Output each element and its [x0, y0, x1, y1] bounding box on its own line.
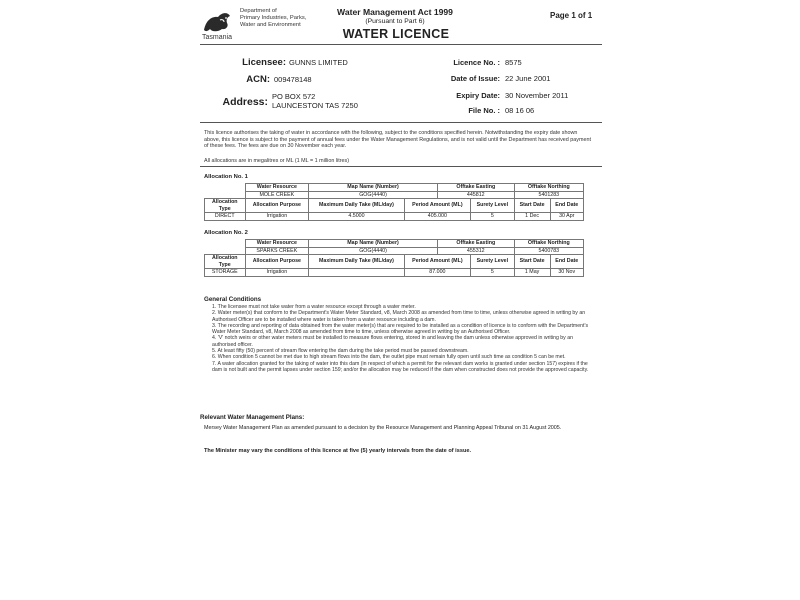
blank-cell — [205, 247, 246, 255]
condition-item: 6. When condition 5 cannot be met due to high stream flows into the dam, the outlet pipe must remain fully open until such time as condition 5 can be met. — [212, 354, 566, 361]
minister-note: The Minister may vary the conditions of this licence at five (5) yearly intervals from the date of issue. — [204, 448, 472, 454]
address-label: Address: — [222, 96, 268, 108]
condition-item: 5. At least fifty (50) percent of stream flow entering the dam during the take period must be passed downstream. — [212, 348, 469, 355]
header-cell: Start Date — [514, 199, 550, 213]
licensee-value: GUNNS LIMITED — [289, 58, 348, 67]
department-line-3: Water and Environment — [240, 22, 301, 28]
value-cell: GOG(4440) — [309, 247, 438, 255]
licence-no-value: 8575 — [505, 58, 522, 67]
allocation-1-heading: Allocation No. 1 — [204, 174, 248, 180]
header-cell: End Date — [550, 255, 583, 269]
expiry-date-value: 30 November 2011 — [505, 91, 569, 100]
management-plans-text: Mersey Water Management Plan as amended pursuant to a decision by the Resource Management and Planning Appeal Tribunal on 31 August 2005. — [204, 425, 562, 431]
header-cell: Maximum Daily Take (ML/day) — [309, 199, 405, 213]
value-cell: 30 Nov — [550, 269, 583, 277]
header-cell: Allocation Type — [205, 199, 246, 213]
value-cell: 5 — [471, 269, 515, 277]
header-cell: Allocation Purpose — [245, 255, 309, 269]
value-cell: 1 May — [514, 269, 550, 277]
allocation-1-resource-header-row — [205, 184, 584, 192]
header-cell: Offtake Northing — [514, 184, 583, 192]
address-line-2: LAUNCESTON TAS 7250 — [272, 101, 358, 110]
file-no-value: 08 16 06 — [505, 106, 535, 115]
value-cell: STORAGE — [205, 269, 246, 277]
value-cell — [309, 269, 405, 277]
management-plans-title: Relevant Water Management Plans: — [200, 414, 305, 421]
condition-item: 4. 'V' notch weirs or other water meters must be installed to measure flows entering, stored in and leaving the dam unless otherwise approved in writing by an authorised officer. — [212, 335, 573, 348]
header-cell: End Date — [550, 199, 583, 213]
issue-date-value: 22 June 2001 — [505, 74, 551, 83]
header-cell: Allocation Purpose — [245, 199, 309, 213]
value-cell: 445812 — [437, 191, 514, 199]
value-cell: SPARKS CREEK — [245, 247, 309, 255]
header-cell: Map Name (Number) — [309, 184, 438, 192]
licensee-divider — [200, 122, 602, 123]
issue-date-label: Date of Issue: — [450, 74, 500, 83]
blank-cell — [205, 240, 246, 248]
allocation-2-resource-header-row — [205, 240, 584, 248]
file-no-label: File No. : — [468, 106, 500, 115]
header-cell: Start Date — [514, 255, 550, 269]
expiry-date-label: Expiry Date: — [456, 91, 500, 100]
header-cell: Period Amount (ML) — [404, 255, 470, 269]
value-cell: 87.000 — [404, 269, 470, 277]
value-cell: 455312 — [437, 247, 514, 255]
header-cell: Period Amount (ML) — [404, 199, 470, 213]
act-subtitle: (Pursuant to Part 6) — [365, 18, 425, 25]
units-note: All allocations are in megalitres or ML (1 ML = 1 million litres) — [204, 158, 350, 164]
value-cell: DIRECT — [205, 213, 246, 221]
value-cell: 5400783 — [514, 247, 583, 255]
value-cell: 5401283 — [514, 191, 583, 199]
department-line-1: Department of — [240, 8, 277, 14]
page-number: Page 1 of 1 — [550, 11, 593, 20]
acn-label: ACN: — [246, 74, 270, 85]
general-conditions-title: General Conditions — [204, 296, 262, 303]
header-cell: Offtake Easting — [437, 184, 514, 192]
blank-cell — [205, 184, 246, 192]
department-line-2: Primary Industries, Parks, — [240, 15, 307, 21]
department-name — [240, 8, 306, 29]
condition-item: 2. Water meter(s) that conform to the Department's Water Meter Standard, v8, March 2008 as amended from time to time, unless otherwise agreed in writing by an Authorised Officer are to be installed where water is taken from a water resource including a dam. — [212, 310, 586, 323]
value-cell: 405.000 — [404, 213, 470, 221]
allocation-1-detail-header-row — [205, 199, 584, 213]
general-conditions-list — [204, 304, 597, 373]
condition-item: 7. A water allocation granted for the taking of water into this dam (in respect of which a permit for the relevant dam works is granted under section 157) expires if the dam is not built and the permit lapses under section 159; and/or the allocation may be reduced if the dam when constructed does not provide the approved capacity. — [212, 360, 589, 373]
value-cell: GOG(4440) — [309, 191, 438, 199]
header-cell: Allocation Type — [205, 255, 246, 269]
header-cell: Offtake Easting — [437, 240, 514, 248]
header-divider — [200, 44, 602, 45]
header-cell: Map Name (Number) — [309, 240, 438, 248]
header-cell: Surety Level — [471, 255, 515, 269]
allocation-1-table — [204, 183, 584, 221]
allocation-1-resource-value-row — [205, 191, 584, 199]
intro-divider — [200, 166, 602, 167]
value-cell: Irrigation — [245, 269, 309, 277]
condition-item: 1. The licensee must not take water from a water resource except through a water meter. — [212, 304, 416, 310]
header-cell: Surety Level — [471, 199, 515, 213]
value-cell: Irrigation — [245, 213, 309, 221]
value-cell: 5 — [471, 213, 515, 221]
state-name: Tasmania — [202, 34, 232, 41]
value-cell: 30 Apr — [550, 213, 583, 221]
licence-title: WATER LICENCE — [342, 27, 450, 41]
licence-no-label: Licence No. : — [453, 58, 500, 67]
value-cell: 1 Dec — [514, 213, 550, 221]
allocation-1-detail-value-row — [205, 213, 584, 221]
header-cell: Offtake Northing — [514, 240, 583, 248]
intro-paragraph: This licence authorises the taking of water in accordance with the following, subject to the conditions specified herein. Notwithstanding the expiry date shown above, this licence is subject to the payment of annual fees under the Water Management Regulations, and is not valid until the Department has received payment of these fees. The fees are due on 30 November each year. — [204, 130, 591, 150]
allocation-2-detail-header-row — [205, 255, 584, 269]
act-title: Water Management Act 1999 — [337, 7, 453, 17]
value-cell: MOLE CREEK — [245, 191, 309, 199]
address-line-1: PO BOX 572 — [272, 92, 316, 101]
allocation-2-resource-value-row — [205, 247, 584, 255]
header-cell: Water Resource — [245, 240, 309, 248]
header-cell: Maximum Daily Take (ML/day) — [309, 255, 405, 269]
allocation-2-detail-value-row — [205, 269, 584, 277]
allocation-2-heading: Allocation No. 2 — [204, 230, 248, 236]
licensee-label: Licensee: — [242, 57, 286, 68]
condition-item: 3. The recording and reporting of data obtained from the water meter(s) that are required to be installed as a condition of licence is to conform with the Department's Water Meter Standard, v8, March 2008 as amended from time to time, unless otherwise agreed in writing by an Authorised Officer. — [212, 322, 589, 336]
tasmanian-devil-logo-icon — [200, 8, 234, 36]
allocation-2-table — [204, 239, 584, 277]
acn-value: 009478148 — [274, 75, 312, 84]
header-cell: Water Resource — [245, 184, 309, 192]
blank-cell — [205, 191, 246, 199]
value-cell: 4.5000 — [309, 213, 405, 221]
